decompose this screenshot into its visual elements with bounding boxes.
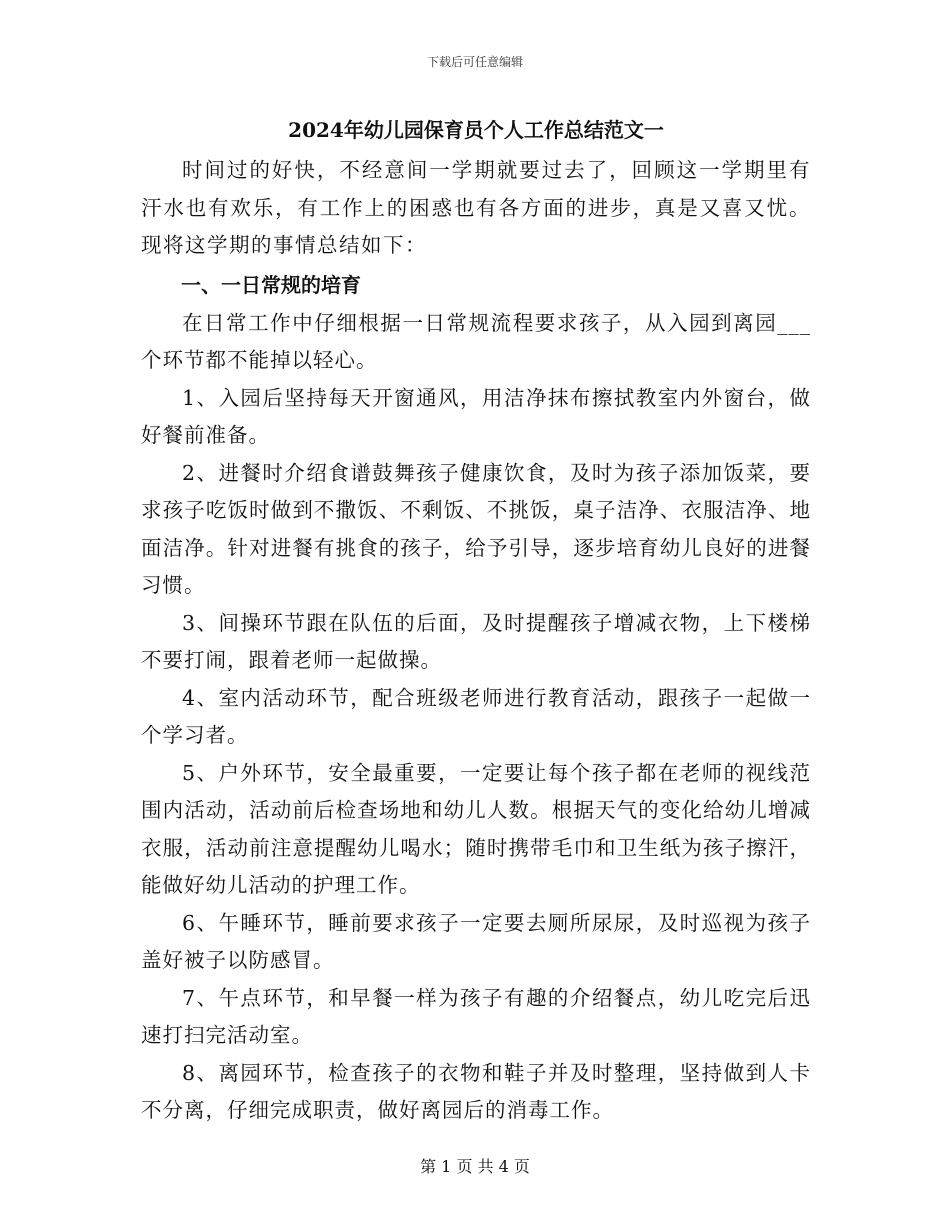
header-note: 下载后可任意编辑 (426, 55, 523, 69)
document-title: 2024年幼儿园保育员个人工作总结范文一 (288, 118, 664, 142)
list-item: 6、午睡环节，睡前要求孩子一定要去厕所尿尿，及时巡视为孩子盖好被子以防感冒。 (141, 910, 811, 972)
list-item: 4、室内活动环节，配合班级老师进行教育活动，跟孩子一起做一个学习者。 (141, 685, 811, 747)
section-intro-paragraph: 在日常工作中仔细根据一日常规流程要求孩子，从入园到离园___个环节都不能掉以轻心。 (141, 310, 811, 372)
intro-paragraph: 时间过的好快，不经意间一学期就要过去了，回顾这一学期里有汗水也有欢乐，有工作上的困惑也有各方面的进步，真是又喜又忧。现将这学期的事情总结如下： (141, 158, 811, 257)
page-number: 第 1 页 共 4 页 (420, 1157, 530, 1176)
list-item: 2、进餐时介绍食谱鼓舞孩子健康饮食，及时为孩子添加饭菜，要求孩子吃饭时做到不撒饭、不剩饭、不挑饭，桌子洁净、衣服洁净、地面洁净。针对进餐有挑食的孩子，给予引导，逐步培育幼儿良好的进餐习惯。 (141, 460, 811, 597)
list-item: 5、户外环节，安全最重要，一定要让每个孩子都在老师的视线范围内活动，活动前后检查场地和幼儿人数。根据天气的变化给幼儿增减衣服，活动前注意提醒幼儿喝水；随时携带毛巾和卫生纸为孩子擦汗，能做好幼儿活动的护理工作。 (141, 760, 811, 897)
section-heading: 一、一日常规的培育 (181, 272, 361, 297)
list-item: 8、离园环节，检查孩子的衣物和鞋子并及时整理，坚持做到人卡不分离，仔细完成职责，做好离园后的消毒工作。 (141, 1060, 811, 1122)
list-item: 7、午点环节，和早餐一样为孩子有趣的介绍餐点，幼儿吃完后迅速打扫完活动室。 (141, 985, 811, 1047)
list-item: 1、入园后坚持每天开窗通风，用洁净抹布擦拭教室内外窗台，做好餐前准备。 (141, 385, 811, 447)
list-item: 3、间操环节跟在队伍的后面，及时提醒孩子增减衣物，上下楼梯不要打闹，跟着老师一起做操。 (141, 610, 811, 672)
document-body (141, 114, 811, 1130)
